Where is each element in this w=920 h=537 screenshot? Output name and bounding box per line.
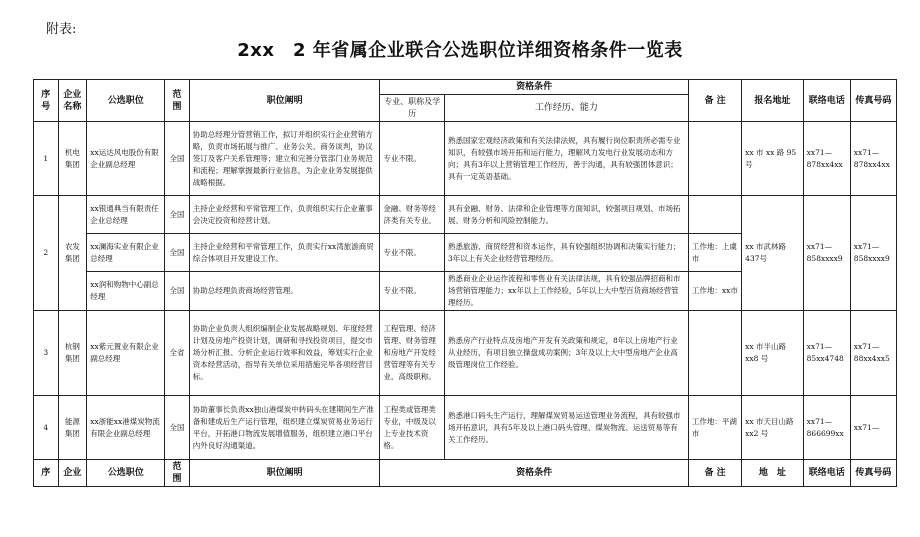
header-experience: 工作经历、能力 [444,95,688,122]
annex-label: 附表: [46,22,77,37]
row-seq: 3 [34,311,59,396]
row-company: 机电集团 [58,122,87,196]
header-address: 报名地址 [742,80,803,122]
qualification-table [33,79,897,487]
row-position: xx澜海实业有限企业总经理 [87,234,165,272]
row-experience: 熟悉旅游、商贸经营和资本运作，具有较强组织协调和决策实行能力；3年以上有关企业经营管理经历。 [444,234,688,272]
row-seq: 4 [34,396,59,460]
row-major: 工程类或管理类专业，中级及以上专业技术资格。 [380,396,445,460]
footer-company: 企业 [58,460,87,487]
row-duties: 协助总经理分管营销工作，拟订并组织实行企业营销方略，负责市场拓展与推广、业务公关、商务谈判，协议签订及客户关系管理等；建立和完善分管部门业务规范和流程；理解掌握最新行业信息，为企业业务发展提供战略根据。 [189,122,380,196]
table-row [34,122,897,196]
footer-duties: 职位阐明 [189,460,380,487]
header-phone: 联络电话 [803,80,850,122]
footer-position: 公选职位 [87,460,165,487]
row-experience: 熟悉港口码头生产运行，理解煤炭贸易运送管理业务流程，具有较强市场开拓意识，具有5年及以上港口码头管理、煤炭物流、运送贸易等有关工作经历。 [444,396,688,460]
header-remarks: 备 注 [688,80,741,122]
footer-fax: 传真号码 [850,460,896,487]
table-row [34,196,897,234]
row-phone: xx71—858xxxx9 [803,196,850,311]
row-duties: 主持企业经营和平常管理工作，负责组织实行企业董事会决定投资和经营计划。 [189,196,380,234]
header-major: 专业、职称及学历 [380,95,445,122]
row-position: xx运达风电股份有限企业副总经理 [87,122,165,196]
row-address: xx 市 xx 路 95 号 [742,122,803,196]
footer-seq: 序 [34,460,59,487]
row-fax: xx71— [850,396,896,460]
row-duties: 主持企业经营和平常管理工作，负责实行xx湾旅游商贸综合体项目开发建设工作。 [189,234,380,272]
row-scope: 全国 [165,196,190,234]
document-title: 2xx 2 年省属企业联合公选职位详细资格条件一览表 [237,40,683,61]
row-duties: 协助企业负责人组织编制企业发展战略规划、年度经营计划及房地产投资计划，调研和寻找投资项目，提交市场分析汇报、分析企业运行效率和效益，筹划实行企业资本经营活动，指导有关单位采用措施完毕各项经营目标。 [189,311,380,396]
table-row [34,311,897,396]
row-duties: 协助董事长负责xx独山港煤炭中转码头在建期间生产准备和建成后生产运行管理，组织建立煤炭贸易业务运行平台，开拓港口物流发展增值服务，组织建立港口平台内外良好沟通渠道。 [189,396,380,460]
header-fax: 传真号码 [850,80,896,122]
footer-phone: 联络电话 [803,460,850,487]
row-position: xx银通典当有限责任企业总经理 [87,196,165,234]
footer-qualifications: 资格条件 [380,460,689,487]
row-address: xx 市武林路437号 [742,196,803,311]
table-row [34,396,897,460]
row-seq: 1 [34,122,59,196]
row-remarks: 工作地：平湖市 [688,396,741,460]
row-remarks: 工作地：xx市 [688,272,741,311]
row-remarks [688,196,741,234]
row-remarks [688,122,741,196]
header-scope: 范围 [165,80,190,122]
row-seq: 2 [34,196,59,311]
row-phone: xx71—878xx4xx [803,122,850,196]
row-scope: 全国 [165,122,190,196]
row-major: 专业不限。 [380,272,445,311]
row-scope: 全国 [165,396,190,460]
row-company: 杭钢集团 [58,311,87,396]
row-position: xx浙能xx港煤炭物流有限企业副总经理 [87,396,165,460]
row-fax: xx71—88xx4xx5 [850,311,896,396]
row-fax: xx71—878xx4xx [850,122,896,196]
header-position: 公选职位 [87,80,165,122]
row-scope: 全国 [165,234,190,272]
row-address: xx 市半山路 xx8 号 [742,311,803,396]
footer-remarks: 备 注 [688,460,741,487]
header-seq: 序号 [34,80,59,122]
row-company: 能源集团 [58,396,87,460]
row-experience: 具有金融、财务、法律和企业管理等方面知识，较强项目规划、市场拓展、财务分析和风险控制能力。 [444,196,688,234]
row-experience: 熟悉房产行业特点及房地产开发有关政策和规定，8年以上房地产行业从业经历，有项目独立操盘成功案例；3年及以上大中型房地产企业高级管理岗位工作经验。 [444,311,688,396]
row-duties: 协助总经理负责商场经营管理。 [189,272,380,311]
row-phone: xx71—85xx4748 [803,311,850,396]
header-duties: 职位阐明 [189,80,380,122]
row-fax: xx71—858xxxx9 [850,196,896,311]
footer-address: 地 址 [742,460,803,487]
header-qualifications: 资格条件 [380,80,689,95]
row-major: 专业不限。 [380,234,445,272]
row-experience: 熟悉国家宏观经济政策和有关法律法规，具有履行岗位职责所必需专业知识，有较强市场开拓和运行能力，理解风力发电行业发展动态和方向；具有3年以上营销管理工作经历，善于沟通，具有较强团体意识；具有一定英语基础。 [444,122,688,196]
row-remarks [688,311,741,396]
footer-scope: 范围 [165,460,190,487]
row-scope: 全省 [165,311,190,396]
row-major: 金融、财务等经济类有关专业。 [380,196,445,234]
row-major: 专业不限。 [380,122,445,196]
footer-header-row [34,460,897,487]
row-position: xx润和购物中心副总经理 [87,272,165,311]
row-position: xx紫元置业有限企业副总经理 [87,311,165,396]
row-company: 农发集团 [58,196,87,311]
row-phone: xx71—866699xx [803,396,850,460]
row-experience: 熟悉商业企业运作流程和零售业有关法律法规，具有较强品牌招商和市场营销管理能力；xx年以上工作经验，5年以上大中型百货商场经营管理经历。 [444,272,688,311]
row-scope: 全国 [165,272,190,311]
row-major: 工程管理、经济管理、财务管理和房地产开发经营管理等有关专业，高级职称。 [380,311,445,396]
row-address: xx 市天目山路 xx2 号 [742,396,803,460]
row-remarks: 工作地：上虞市 [688,234,741,272]
header-company: 企业名称 [58,80,87,122]
